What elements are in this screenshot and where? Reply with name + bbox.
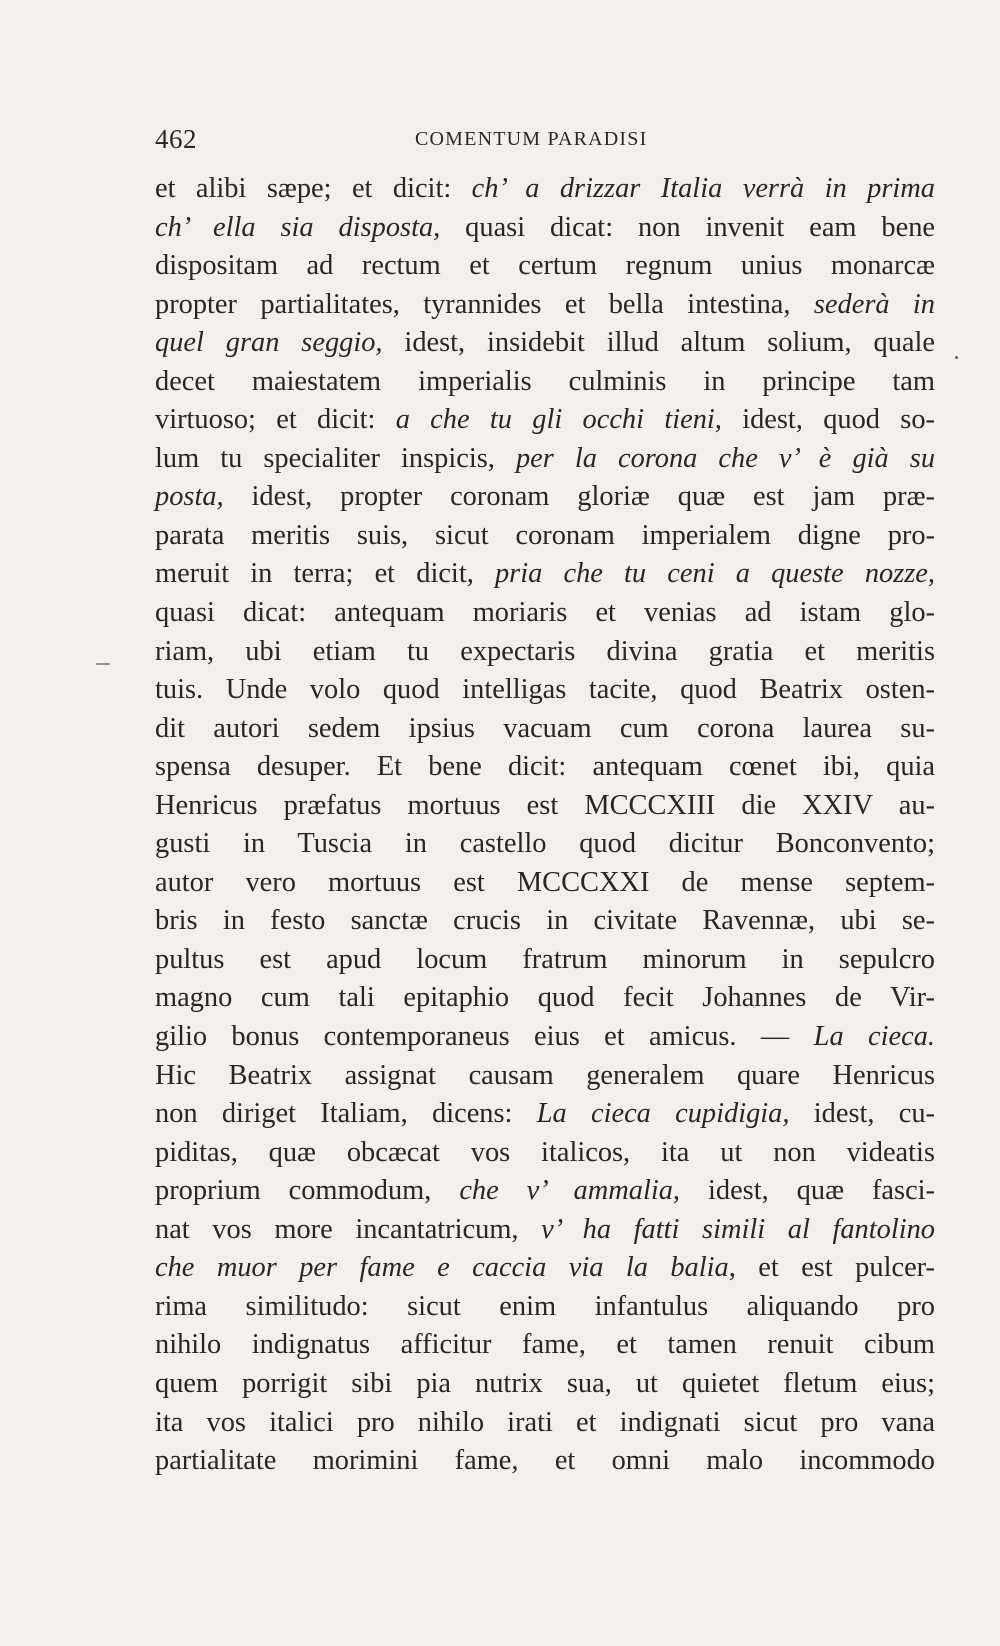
italic-quotation: per la corona che v’ è già su	[515, 442, 936, 474]
text-line	[155, 941, 935, 980]
text-line	[155, 787, 935, 826]
text-segment: magno cum tali epitaphio quod fecit Johannes de Vir-	[155, 982, 935, 1014]
text-line	[155, 1249, 935, 1288]
text-segment: non diriget Italiam, dicens:	[155, 1098, 537, 1130]
body-text	[155, 170, 935, 1481]
italic-quotation: pria che tu ceni a queste nozze,	[494, 558, 936, 590]
text-segment: tuis. Unde volo quod intelligas tacite, quod Beatrix osten-	[155, 674, 935, 706]
text-line	[155, 1288, 935, 1327]
page-speck	[96, 663, 110, 665]
text-segment: gilio bonus contemporaneus eius et amicus. —	[155, 1021, 814, 1053]
text-line	[155, 748, 935, 787]
text-segment: idest, cu-	[789, 1098, 936, 1130]
text-line	[155, 671, 935, 710]
italic-quotation: quel gran seggio,	[155, 327, 383, 359]
page-speck	[955, 356, 958, 359]
text-segment: autor vero mortuus est MCCCXXI de mense septem-	[155, 866, 935, 898]
text-line	[155, 1365, 935, 1404]
italic-quotation: La cieca cupidigia,	[536, 1098, 790, 1130]
text-line	[155, 363, 935, 402]
text-segment: partialitate morimini fame, et omni malo incommodo	[155, 1445, 935, 1477]
text-line	[155, 979, 935, 1018]
text-line	[155, 170, 935, 209]
text-line	[155, 517, 935, 556]
text-line	[155, 286, 935, 325]
text-line	[155, 1211, 935, 1250]
italic-quotation: ch’ ella sia disposta,	[155, 211, 441, 243]
text-line	[155, 440, 935, 479]
text-segment: virtuoso; et dicit:	[155, 404, 396, 436]
text-segment: Hic Beatrix assignat causam generalem quare Henricus	[155, 1059, 935, 1091]
text-line	[155, 825, 935, 864]
text-segment: pultus est apud locum fratrum minorum in sepulcro	[155, 943, 935, 975]
text-segment: idest, insidebit illud altum solium, quale	[382, 327, 935, 359]
italic-quotation: sederà in	[813, 288, 936, 320]
text-line	[155, 1057, 935, 1096]
text-segment: parata meritis suis, sicut coronam imperialem digne pro-	[155, 519, 935, 551]
text-segment: meruit in terra; et dicit,	[155, 558, 495, 590]
text-segment: gusti in Tuscia in castello quod dicitur Bonconvento;	[155, 828, 935, 860]
text-segment: riam, ubi etiam tu expectaris divina gratia et meritis	[155, 635, 935, 667]
text-segment: ita vos italici pro nihilo irati et indignati sicut pro vana	[155, 1406, 935, 1438]
text-line	[155, 478, 935, 517]
text-segment: dispositam ad rectum et certum regnum unius monarcæ	[155, 250, 935, 282]
text-line	[155, 555, 935, 594]
italic-quotation: v’ ha fatti simili al fantolino	[541, 1213, 935, 1245]
text-line	[155, 902, 935, 941]
text-segment: dit autori sedem ipsius vacuam cum corona laurea su-	[155, 712, 935, 744]
text-segment: quem porrigit sibi pia nutrix sua, ut quietet fletum eius;	[155, 1367, 935, 1399]
text-segment: idest, quæ fasci-	[680, 1175, 936, 1207]
running-head: COMENTUM PARADISI	[415, 128, 648, 150]
text-line	[155, 401, 935, 440]
text-line	[155, 1095, 935, 1134]
text-line	[155, 1442, 935, 1481]
italic-quotation: a che tu gli occhi tieni,	[395, 404, 722, 436]
text-line	[155, 594, 935, 633]
text-segment: bris in festo sanctæ crucis in civitate Ravennæ, ubi se-	[155, 905, 935, 937]
text-segment: quasi dicat: antequam moriaris et venias ad istam glo-	[155, 597, 935, 629]
page-header	[155, 116, 935, 156]
italic-quotation: che muor per fame e caccia via la balia,	[155, 1252, 736, 1284]
text-line	[155, 633, 935, 672]
text-line	[155, 1326, 935, 1365]
text-line	[155, 324, 935, 363]
italic-quotation: che v’ ammalia,	[459, 1175, 681, 1207]
text-segment: idest, quod so-	[721, 404, 935, 436]
page-number: 462	[155, 124, 197, 154]
text-segment: nat vos more incantatricum,	[155, 1213, 542, 1245]
text-segment: proprium commodum,	[155, 1175, 460, 1207]
text-segment: lum tu specialiter inspicis,	[155, 442, 516, 474]
italic-quotation: posta,	[155, 481, 224, 513]
text-segment: et est pulcer-	[735, 1252, 936, 1284]
text-line	[155, 864, 935, 903]
italic-quotation: ch’ a drizzar Italia verrà in prima	[471, 173, 936, 204]
text-segment: propter partialitates, tyrannides et bella intestina,	[155, 288, 814, 320]
text-segment: spensa desuper. Et bene dicit: antequam cœnet ibi, quia	[155, 751, 935, 783]
text-segment: piditas, quæ obcæcat vos italicos, ita ut non videatis	[155, 1136, 935, 1168]
text-line	[155, 247, 935, 286]
text-line	[155, 209, 935, 248]
text-segment: Henricus præfatus mortuus est MCCCXIII die XXIV au-	[155, 789, 935, 821]
italic-quotation: La cieca.	[813, 1021, 935, 1053]
text-segment: nihilo indignatus afficitur fame, et tamen renuit cibum	[155, 1329, 935, 1361]
text-segment: et alibi sæpe; et dicit:	[155, 173, 472, 204]
text-line	[155, 1404, 935, 1443]
text-segment: quasi dicat: non invenit eam bene	[440, 211, 936, 243]
text-line	[155, 1134, 935, 1173]
text-segment: idest, propter coronam gloriæ quæ est jam præ-	[223, 481, 935, 513]
text-line	[155, 710, 935, 749]
text-line	[155, 1172, 935, 1211]
text-segment: decet maiestatem imperialis culminis in principe tam	[155, 365, 935, 397]
text-segment: rima similitudo: sicut enim infantulus aliquando pro	[155, 1290, 935, 1322]
text-line	[155, 1018, 935, 1057]
